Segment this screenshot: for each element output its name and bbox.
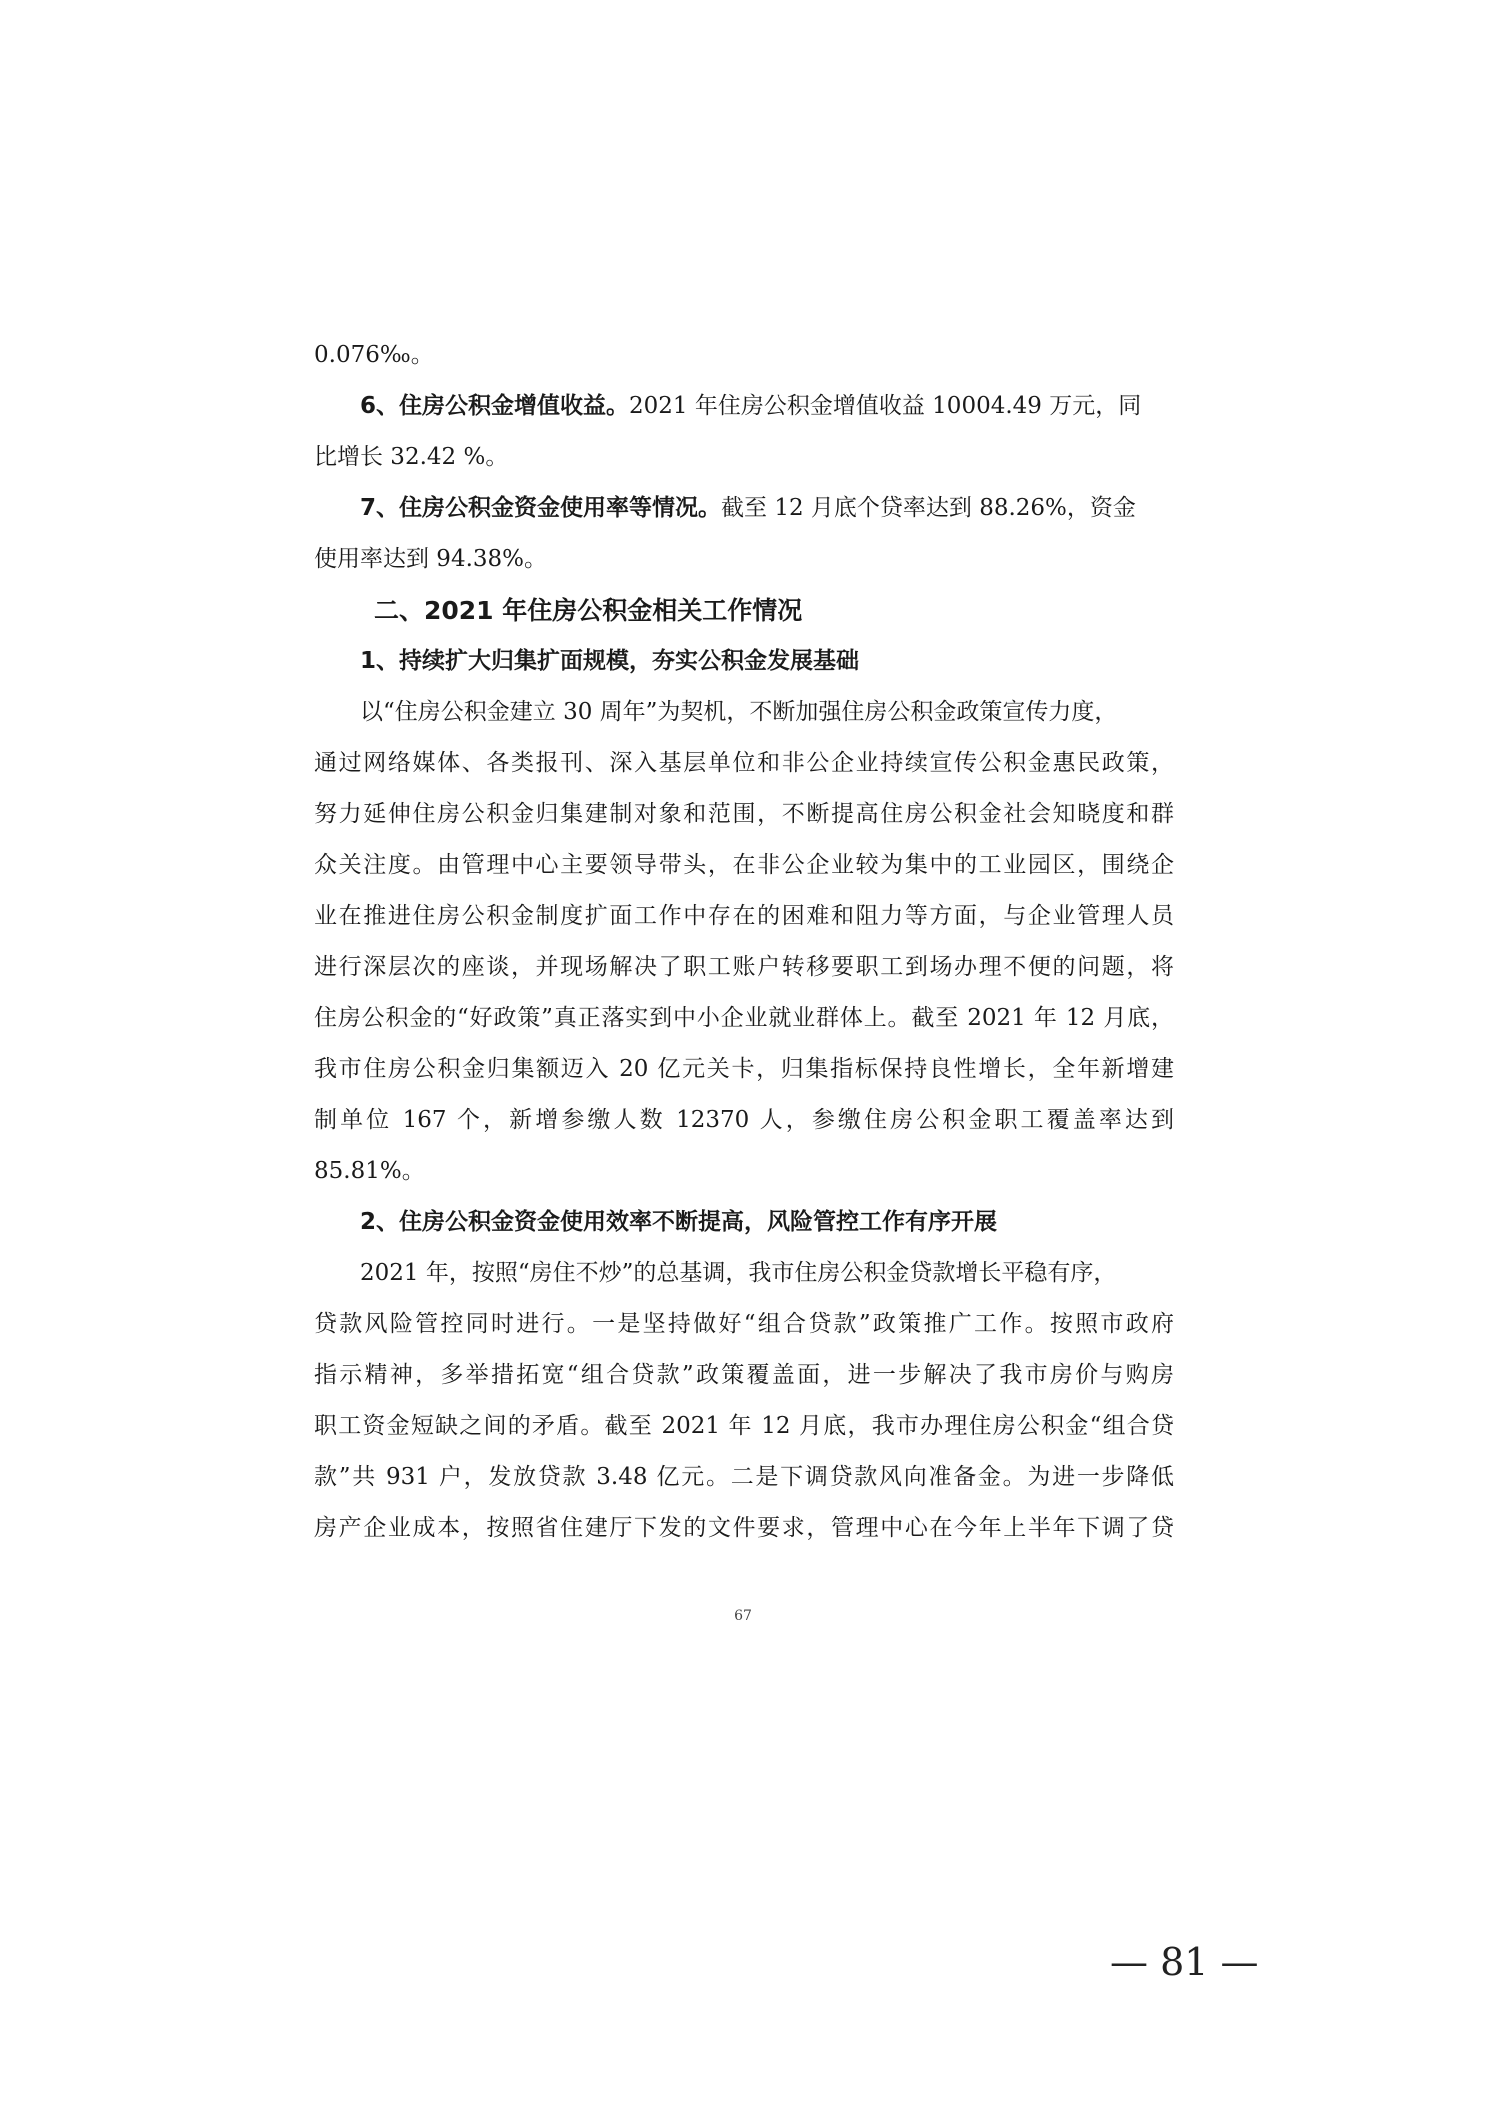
section-heading: 二、2021 年住房公积金相关工作情况	[374, 596, 803, 625]
paragraph-line: 0.076‰。	[314, 342, 434, 368]
item-text: 截至 12 月底个贷率达到 88.26%，资金	[721, 495, 1136, 521]
subsection-heading: 1、持续扩大归集扩面规模，夯实公积金发展基础	[360, 648, 860, 674]
paragraph-line: 2021 年，按照“房住不炒”的总基调，我市住房公积金贷款增长平稳有序，	[360, 1260, 1117, 1286]
paragraph-line: 职工资金短缺之间的矛盾。截至 2021 年 12 月底，我市办理住房公积金“组合贷	[314, 1413, 1174, 1439]
paragraph-line: 使用率达到 94.38%。	[314, 546, 548, 572]
paragraph-line: 业在推进住房公积金制度扩面工作中存在的困难和阻力等方面，与企业管理人员	[314, 903, 1174, 929]
item-lead: 6、住房公积金增值收益。	[360, 393, 630, 419]
paragraph-line: 通过网络媒体、各类报刊、深入基层单位和非公企业持续宣传公积金惠民政策，	[314, 750, 1174, 776]
paragraph-line: 努力延伸住房公积金归集建制对象和范围，不断提高住房公积金社会知晓度和群	[314, 801, 1174, 827]
page-number: — 81 —	[1110, 1940, 1259, 1984]
paragraph-line: 进行深层次的座谈，并现场解决了职工账户转移要职工到场办理不便的问题，将	[314, 954, 1174, 980]
subsection-heading: 2、住房公积金资金使用效率不断提高，风险管控工作有序开展	[360, 1209, 998, 1235]
paragraph-line: 我市住房公积金归集额迈入 20 亿元关卡，归集指标保持良性增长，全年新增建	[314, 1056, 1174, 1082]
paragraph-line: 比增长 32.42 %。	[314, 444, 509, 470]
paragraph-line: 房产企业成本，按照省住建厅下发的文件要求，管理中心在今年上半年下调了贷	[314, 1515, 1174, 1541]
numbered-item-line	[314, 381, 1174, 432]
paragraph-line: 制单位 167 个，新增参缴人数 12370 人，参缴住房公积金职工覆盖率达到	[314, 1107, 1174, 1133]
item-text: 2021 年住房公积金增值收益 10004.49 万元，同	[629, 393, 1142, 419]
document-body	[314, 330, 1174, 1554]
inner-page-number: 67	[734, 1608, 752, 1624]
paragraph-line: 款”共 931 户，发放贷款 3.48 亿元。二是下调贷款风向准备金。为进一步降低	[314, 1464, 1174, 1490]
item-lead: 7、住房公积金资金使用率等情况。	[360, 495, 722, 521]
paragraph-line: 85.81%。	[314, 1158, 425, 1184]
paragraph-line: 众关注度。由管理中心主要领导带头，在非公企业较为集中的工业园区，围绕企	[314, 852, 1174, 878]
paragraph-line: 指示精神，多举措拓宽“组合贷款”政策覆盖面，进一步解决了我市房价与购房	[314, 1362, 1174, 1388]
numbered-item-line	[314, 483, 1174, 534]
paragraph-line: 以“住房公积金建立 30 周年”为契机，不断加强住房公积金政策宣传力度，	[360, 699, 1118, 725]
paragraph-line: 住房公积金的“好政策”真正落实到中小企业就业群体上。截至 2021 年 12 月底，	[314, 1005, 1174, 1031]
paragraph-line: 贷款风险管控同时进行。一是坚持做好“组合贷款”政策推广工作。按照市政府	[314, 1311, 1174, 1337]
